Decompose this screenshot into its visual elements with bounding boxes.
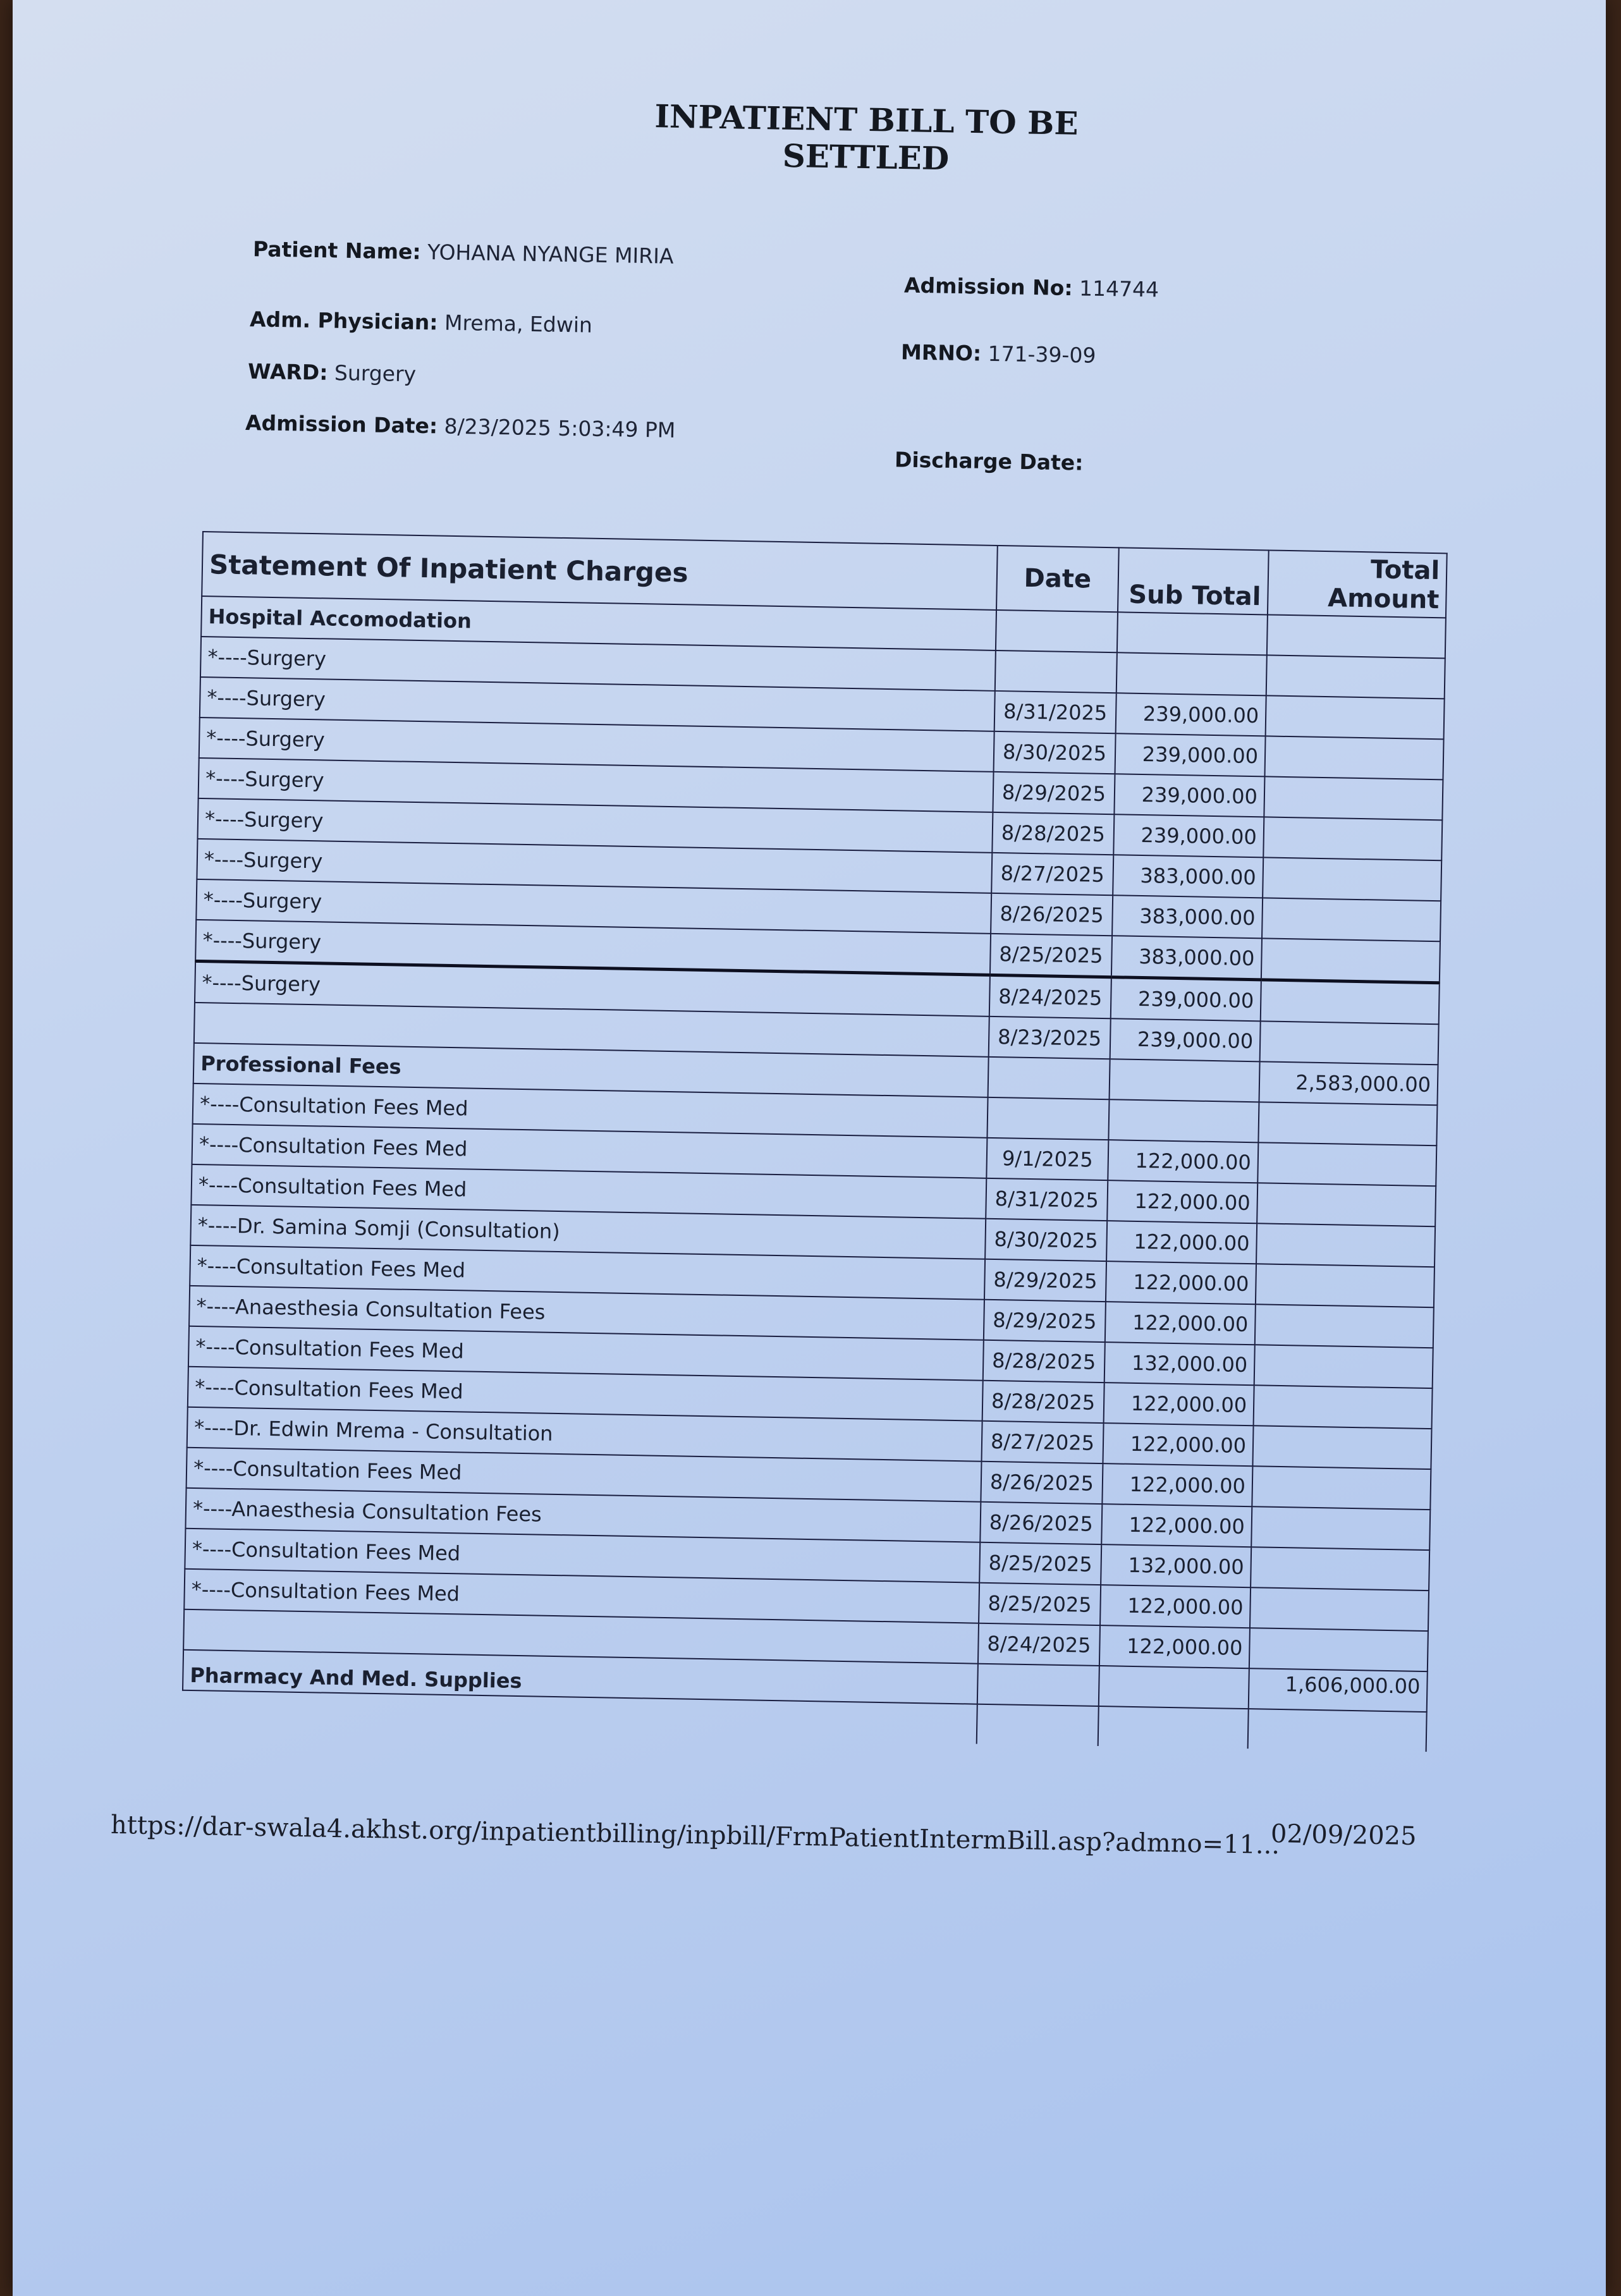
mrno-value: 171-39-09	[988, 341, 1096, 368]
empty-cell	[1098, 1706, 1249, 1749]
row-desc: *----Consultation Fees Med	[191, 1164, 986, 1219]
row-date: 8/30/2025	[994, 731, 1116, 774]
row-desc: *----Surgery	[198, 798, 993, 853]
empty-cell	[1257, 1142, 1436, 1186]
row-sub-total: 122,000.00	[1100, 1585, 1251, 1628]
row-sub-total: 122,000.00	[1106, 1221, 1257, 1264]
discharge-date-line	[895, 447, 1084, 475]
row-date: 8/27/2025	[982, 1421, 1104, 1463]
empty-cell	[1266, 695, 1445, 739]
empty-cell	[1266, 655, 1445, 699]
row-sub-total: 383,000.00	[1111, 936, 1262, 980]
row-desc: *----Consultation Fees Med	[188, 1326, 984, 1381]
patient-name-line	[253, 236, 674, 269]
row-desc: *----Surgery	[199, 718, 994, 772]
empty-cell	[1251, 1547, 1429, 1591]
row-date: 8/25/2025	[990, 934, 1112, 977]
mrno-line	[901, 339, 1096, 367]
row-desc: *----Surgery	[195, 920, 991, 975]
empty-cell	[1256, 1223, 1435, 1267]
empty-cell	[1251, 1506, 1430, 1550]
empty-cell	[988, 1057, 1110, 1099]
empty-cell	[1257, 1183, 1436, 1226]
row-desc: *----Surgery	[197, 839, 992, 893]
ward-line	[248, 359, 417, 387]
row-date: 8/30/2025	[985, 1219, 1107, 1261]
empty-cell	[1252, 1466, 1431, 1510]
patient-name: YOHANA NYANGE MIRIA	[427, 240, 674, 269]
sub-total-header: Sub Total	[1118, 547, 1269, 614]
row-desc: *----Surgery	[200, 677, 995, 731]
statement-header: Statement Of Inpatient Charges	[202, 532, 998, 610]
row-sub-total: 122,000.00	[1104, 1383, 1254, 1426]
empty-cell	[1252, 1426, 1431, 1469]
row-date: 8/28/2025	[992, 812, 1114, 855]
row-date: 8/29/2025	[984, 1300, 1106, 1342]
professional-total: 1,606,000.00	[1249, 1668, 1428, 1712]
row-date: 8/26/2025	[980, 1502, 1102, 1544]
row-sub-total	[1116, 652, 1267, 695]
row-desc: *----Consultation Fees Med	[187, 1448, 982, 1502]
empty-cell	[1261, 980, 1440, 1024]
empty-cell	[977, 1704, 1099, 1746]
row-date: 8/23/2025	[989, 1017, 1111, 1059]
row-sub-total: 239,000.00	[1114, 774, 1264, 817]
row-desc: *----Dr. Edwin Mrema - Consultation	[187, 1407, 982, 1462]
admission-date-label: Admission Date:	[245, 410, 438, 439]
empty-cell	[1254, 1385, 1433, 1429]
empty-cell	[1256, 1264, 1434, 1307]
empty-cell	[1249, 1628, 1428, 1671]
row-desc: *----Consultation Fees Med	[188, 1367, 983, 1421]
row-sub-total: 239,000.00	[1116, 693, 1266, 736]
ward-value: Surgery	[334, 360, 417, 387]
accommodation-total: 2,583,000.00	[1259, 1061, 1438, 1105]
mrno-label: MRNO:	[900, 339, 982, 366]
row-sub-total: 383,000.00	[1112, 895, 1263, 938]
admission-date-line	[245, 410, 676, 443]
row-date	[995, 650, 1117, 693]
row-date: 8/31/2025	[994, 691, 1116, 733]
section-label: Hospital Accomodation	[201, 596, 996, 650]
empty-cell	[1261, 938, 1440, 982]
row-sub-total: 239,000.00	[1115, 733, 1266, 776]
admission-no-line	[904, 272, 1159, 302]
row-desc: *----Surgery	[199, 758, 994, 812]
physician-label: Adm. Physician:	[249, 307, 438, 335]
row-date: 8/24/2025	[989, 975, 1111, 1018]
section-label: Pharmacy And Med. Supplies	[183, 1650, 978, 1704]
row-date: 8/25/2025	[979, 1583, 1101, 1625]
row-sub-total: 122,000.00	[1107, 1180, 1257, 1223]
bill-paper	[13, 0, 1606, 2296]
row-sub-total: 239,000.00	[1110, 1018, 1261, 1061]
row-date: 8/25/2025	[979, 1542, 1101, 1585]
physician-line	[250, 307, 593, 337]
empty-cell	[977, 1664, 1099, 1706]
empty-cell	[1117, 612, 1268, 655]
admission-no-label: Admission No:	[903, 272, 1073, 301]
row-date: 8/28/2025	[983, 1340, 1105, 1383]
row-sub-total: 122,000.00	[1106, 1261, 1256, 1304]
row-sub-total: 132,000.00	[1104, 1342, 1255, 1385]
admission-date: 8/23/2025 5:03:49 PM	[444, 413, 676, 443]
row-date: 8/31/2025	[986, 1178, 1108, 1221]
empty-cell	[1264, 776, 1443, 820]
row-sub-total: 122,000.00	[1105, 1302, 1256, 1345]
empty-cell	[1254, 1345, 1433, 1388]
row-sub-total: 132,000.00	[1101, 1544, 1251, 1587]
discharge-date-label: Discharge Date:	[894, 447, 1084, 475]
total-amount-header: Total Amount	[1268, 550, 1447, 618]
row-sub-total: 383,000.00	[1113, 855, 1263, 898]
empty-cell	[1250, 1587, 1429, 1631]
row-date	[987, 1097, 1109, 1140]
empty-cell	[1264, 736, 1443, 779]
row-date: 8/29/2025	[993, 772, 1115, 814]
row-date: 8/29/2025	[984, 1259, 1106, 1302]
row-sub-total: 239,000.00	[1111, 977, 1261, 1022]
empty-cell	[1258, 1102, 1437, 1145]
row-desc: *----Surgery	[200, 637, 996, 691]
footer-url: https://dar-swala4.akhst.org/inpatientbilling/inpbill/FrmPatientIntermBill.asp?admno=11...	[110, 1810, 1280, 1860]
row-date: 8/26/2025	[991, 893, 1113, 936]
row-desc: *----Surgery	[196, 879, 991, 934]
row-desc: *----Consultation Fees Med	[193, 1084, 988, 1138]
row-desc: *----Surgery	[195, 961, 990, 1016]
empty-cell	[1267, 614, 1446, 658]
footer-date: 02/09/2025	[1270, 1819, 1417, 1852]
row-sub-total: 122,000.00	[1099, 1625, 1250, 1668]
empty-cell	[1255, 1304, 1434, 1348]
empty-cell	[1260, 1021, 1439, 1065]
admission-no: 114744	[1079, 276, 1159, 302]
row-desc: *----Consultation Fees Med	[190, 1245, 985, 1300]
row-desc: *----Anaesthesia Consultation Fees	[189, 1286, 984, 1340]
row-desc: *----Anaesthesia Consultation Fees	[185, 1488, 981, 1542]
row-desc: *----Consultation Fees Med	[185, 1529, 980, 1583]
row-date: 8/27/2025	[991, 853, 1113, 895]
empty-cell	[1110, 1059, 1260, 1102]
charges-table	[181, 531, 1448, 1752]
row-sub-total: 239,000.00	[1113, 814, 1264, 857]
date-header: Date	[996, 546, 1119, 612]
row-desc: *----Consultation Fees Med	[192, 1124, 988, 1178]
empty-cell	[1263, 817, 1442, 860]
row-date: 8/28/2025	[982, 1381, 1104, 1423]
row-sub-total: 122,000.00	[1101, 1504, 1252, 1547]
row-date: 8/26/2025	[981, 1462, 1103, 1504]
document-title: INPATIENT BILL TO BE SETTLED	[654, 97, 1079, 178]
patient-name-label: Patient Name:	[252, 236, 422, 264]
row-sub-total: 122,000.00	[1102, 1463, 1252, 1506]
ward-label: WARD:	[247, 358, 328, 385]
physician-name: Mrema, Edwin	[444, 310, 593, 338]
row-date: 8/24/2025	[978, 1623, 1100, 1666]
row-date: 9/1/2025	[986, 1138, 1108, 1180]
empty-cell	[996, 610, 1118, 652]
row-sub-total: 122,000.00	[1103, 1423, 1253, 1466]
row-sub-total: 122,000.00	[1108, 1140, 1258, 1183]
empty-cell	[1262, 898, 1441, 941]
section-label: Professional Fees	[193, 1043, 989, 1097]
empty-cell	[1099, 1666, 1249, 1709]
empty-cell	[1248, 1709, 1427, 1752]
row-sub-total	[1108, 1099, 1259, 1142]
empty-cell	[1263, 857, 1441, 901]
row-desc: *----Consultation Fees Med	[184, 1569, 979, 1623]
row-desc: *----Dr. Samina Somji (Consultation)	[190, 1205, 986, 1259]
